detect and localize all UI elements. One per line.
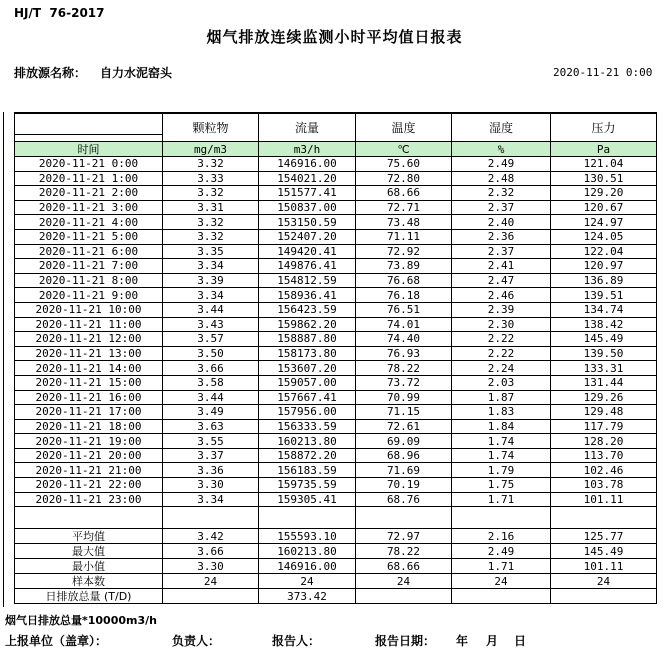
value-cell: 3.39 xyxy=(163,273,259,288)
value-cell: 130.51 xyxy=(551,171,657,186)
value-cell: 3.34 xyxy=(163,492,259,507)
value-cell: 72.97 xyxy=(356,529,452,544)
value-cell: 155593.10 xyxy=(259,529,356,544)
value-cell: 153607.20 xyxy=(259,361,356,376)
time-cell: 2020-11-21 19:00 xyxy=(15,434,163,449)
spacer-cell xyxy=(356,507,452,529)
spacer-row xyxy=(15,507,657,529)
reporter-label: 报告人： xyxy=(272,634,321,648)
value-cell: 158872.20 xyxy=(259,448,356,463)
table-row xyxy=(15,332,657,347)
time-header-label: 时间 xyxy=(15,142,163,157)
value-cell: 125.77 xyxy=(551,529,657,544)
time-cell: 2020-11-21 17:00 xyxy=(15,405,163,420)
page-title: 烟气排放连续监测小时平均值日报表 xyxy=(206,28,463,46)
value-cell: 124.97 xyxy=(551,215,657,230)
value-cell: 2.36 xyxy=(452,229,551,244)
value-cell: 3.66 xyxy=(163,544,259,559)
summary-row xyxy=(15,574,657,589)
value-cell: 76.68 xyxy=(356,273,452,288)
value-cell: 2.32 xyxy=(452,186,551,201)
value-cell: 3.58 xyxy=(163,375,259,390)
value-cell: 3.32 xyxy=(163,229,259,244)
value-cell: 159305.41 xyxy=(259,492,356,507)
time-cell: 2020-11-21 20:00 xyxy=(15,448,163,463)
value-cell: 1.83 xyxy=(452,405,551,420)
value-cell: 3.66 xyxy=(163,361,259,376)
report-date-label: 报告日期： xyxy=(375,634,436,648)
value-cell: 133.31 xyxy=(551,361,657,376)
value-cell: 145.49 xyxy=(551,544,657,559)
spacer-cell xyxy=(15,507,163,529)
value-cell: 24 xyxy=(163,574,259,589)
value-cell: 159057.00 xyxy=(259,375,356,390)
value-cell: 3.57 xyxy=(163,332,259,347)
summary-rows xyxy=(15,529,657,604)
table-row xyxy=(15,405,657,420)
value-cell: 129.26 xyxy=(551,390,657,405)
value-cell: 2.40 xyxy=(452,215,551,230)
value-cell: 151577.41 xyxy=(259,186,356,201)
value-cell: 129.20 xyxy=(551,186,657,201)
value-cell: 68.66 xyxy=(356,186,452,201)
value-cell: 2.37 xyxy=(452,244,551,259)
table-row xyxy=(15,259,657,274)
summary-label-cell: 最小值 xyxy=(15,559,163,574)
value-cell: 102.46 xyxy=(551,463,657,478)
value-cell: 3.50 xyxy=(163,346,259,361)
spacer-section xyxy=(15,507,657,529)
value-cell: 2.37 xyxy=(452,200,551,215)
value-cell: 136.89 xyxy=(551,273,657,288)
column-header-pm: 颗粒物 xyxy=(163,113,259,142)
time-cell: 2020-11-21 5:00 xyxy=(15,229,163,244)
spacer-cell xyxy=(259,507,356,529)
value-cell: 101.11 xyxy=(551,492,657,507)
column-header-row xyxy=(15,113,657,142)
value-cell: 73.89 xyxy=(356,259,452,274)
table-row xyxy=(15,434,657,449)
value-cell: 69.09 xyxy=(356,434,452,449)
time-cell: 2020-11-21 10:00 xyxy=(15,302,163,317)
value-cell: 72.80 xyxy=(356,171,452,186)
time-cell: 2020-11-21 9:00 xyxy=(15,288,163,303)
value-cell: 149420.41 xyxy=(259,244,356,259)
value-cell: 1.74 xyxy=(452,434,551,449)
day-label: 日 xyxy=(514,634,527,648)
unit-pressure: Pa xyxy=(551,142,657,157)
value-cell: 153150.59 xyxy=(259,215,356,230)
value-cell xyxy=(163,589,259,604)
time-cell: 2020-11-21 13:00 xyxy=(15,346,163,361)
value-cell: 3.44 xyxy=(163,302,259,317)
unit-pm: mg/m3 xyxy=(163,142,259,157)
value-cell: 70.99 xyxy=(356,390,452,405)
value-cell: 2.24 xyxy=(452,361,551,376)
value-cell: 2.16 xyxy=(452,529,551,544)
value-cell: 154021.20 xyxy=(259,171,356,186)
value-cell xyxy=(356,589,452,604)
table-row xyxy=(15,186,657,201)
value-cell: 3.34 xyxy=(163,259,259,274)
source-label: 排放源名称： xyxy=(14,66,87,80)
value-cell: 74.01 xyxy=(356,317,452,332)
value-cell: 24 xyxy=(259,574,356,589)
table-row xyxy=(15,419,657,434)
value-cell: 3.55 xyxy=(163,434,259,449)
source-name: 自力水泥窑头 xyxy=(100,66,173,80)
value-cell: 3.35 xyxy=(163,244,259,259)
value-cell: 121.04 xyxy=(551,157,657,172)
value-cell: 3.43 xyxy=(163,317,259,332)
value-cell: 160213.80 xyxy=(259,544,356,559)
value-cell: 3.44 xyxy=(163,390,259,405)
time-cell: 2020-11-21 7:00 xyxy=(15,259,163,274)
summary-label-cell: 平均值 xyxy=(15,529,163,544)
table-row xyxy=(15,229,657,244)
time-column-header-cell xyxy=(15,113,163,142)
value-cell: 120.67 xyxy=(551,200,657,215)
value-cell: 146916.00 xyxy=(259,157,356,172)
value-cell: 1.71 xyxy=(452,492,551,507)
summary-row xyxy=(15,529,657,544)
value-cell: 72.71 xyxy=(356,200,452,215)
value-cell: 2.22 xyxy=(452,332,551,347)
value-cell: 128.20 xyxy=(551,434,657,449)
value-cell: 76.18 xyxy=(356,288,452,303)
value-cell: 159735.59 xyxy=(259,478,356,493)
summary-row xyxy=(15,589,657,604)
report-datetime: 2020-11-21 0:00 xyxy=(553,66,653,79)
data-rows xyxy=(15,157,657,507)
value-cell: 117.79 xyxy=(551,419,657,434)
value-cell: 129.48 xyxy=(551,405,657,420)
table-row xyxy=(15,288,657,303)
value-cell: 158936.41 xyxy=(259,288,356,303)
source-row xyxy=(14,64,172,81)
value-cell: 3.33 xyxy=(163,171,259,186)
value-cell: 145.49 xyxy=(551,332,657,347)
value-cell: 3.34 xyxy=(163,288,259,303)
time-cell: 2020-11-21 14:00 xyxy=(15,361,163,376)
value-cell: 24 xyxy=(356,574,452,589)
table-row xyxy=(15,463,657,478)
value-cell: 72.92 xyxy=(356,244,452,259)
value-cell: 72.61 xyxy=(356,419,452,434)
value-cell: 76.93 xyxy=(356,346,452,361)
column-header-humidity: 湿度 xyxy=(452,113,551,142)
time-cell: 2020-11-21 2:00 xyxy=(15,186,163,201)
value-cell: 75.60 xyxy=(356,157,452,172)
time-cell: 2020-11-21 23:00 xyxy=(15,492,163,507)
table-row xyxy=(15,390,657,405)
header-split-line xyxy=(15,121,162,135)
value-cell: 158887.80 xyxy=(259,332,356,347)
value-cell: 70.19 xyxy=(356,478,452,493)
time-cell: 2020-11-21 8:00 xyxy=(15,273,163,288)
value-cell: 160213.80 xyxy=(259,434,356,449)
value-cell: 73.48 xyxy=(356,215,452,230)
value-cell: 3.37 xyxy=(163,448,259,463)
time-cell: 2020-11-21 1:00 xyxy=(15,171,163,186)
value-cell: 1.74 xyxy=(452,448,551,463)
value-cell: 139.50 xyxy=(551,346,657,361)
value-cell: 1.87 xyxy=(452,390,551,405)
table-row xyxy=(15,448,657,463)
value-cell: 152407.20 xyxy=(259,229,356,244)
time-cell: 2020-11-21 4:00 xyxy=(15,215,163,230)
responsible-label: 负责人： xyxy=(172,634,221,648)
value-cell: 134.74 xyxy=(551,302,657,317)
value-cell: 2.30 xyxy=(452,317,551,332)
spacer-cell xyxy=(163,507,259,529)
value-cell: 2.49 xyxy=(452,157,551,172)
unit-humidity: % xyxy=(452,142,551,157)
time-cell: 2020-11-21 21:00 xyxy=(15,463,163,478)
value-cell: 1.71 xyxy=(452,559,551,574)
summary-row xyxy=(15,559,657,574)
value-cell: 373.42 xyxy=(259,589,356,604)
value-cell: 156423.59 xyxy=(259,302,356,317)
value-cell xyxy=(452,589,551,604)
value-cell: 139.51 xyxy=(551,288,657,303)
value-cell: 3.30 xyxy=(163,478,259,493)
value-cell: 2.46 xyxy=(452,288,551,303)
value-cell: 2.48 xyxy=(452,171,551,186)
time-cell: 2020-11-21 11:00 xyxy=(15,317,163,332)
value-cell: 78.22 xyxy=(356,361,452,376)
value-cell: 73.72 xyxy=(356,375,452,390)
table-row xyxy=(15,317,657,332)
month-label: 月 xyxy=(486,634,499,648)
value-cell: 2.22 xyxy=(452,346,551,361)
table-row xyxy=(15,492,657,507)
summary-row xyxy=(15,544,657,559)
value-cell: 1.84 xyxy=(452,419,551,434)
value-cell: 3.42 xyxy=(163,529,259,544)
time-cell: 2020-11-21 15:00 xyxy=(15,375,163,390)
table-row xyxy=(15,244,657,259)
time-cell: 2020-11-21 12:00 xyxy=(15,332,163,347)
value-cell xyxy=(551,589,657,604)
value-cell: 156183.59 xyxy=(259,463,356,478)
value-cell: 3.63 xyxy=(163,419,259,434)
value-cell: 71.15 xyxy=(356,405,452,420)
table-row xyxy=(15,200,657,215)
time-cell: 2020-11-21 3:00 xyxy=(15,200,163,215)
table-row xyxy=(15,302,657,317)
value-cell: 3.49 xyxy=(163,405,259,420)
summary-label-cell: 最大值 xyxy=(15,544,163,559)
value-cell: 71.11 xyxy=(356,229,452,244)
table-row xyxy=(15,171,657,186)
value-cell: 76.51 xyxy=(356,302,452,317)
value-cell: 2.39 xyxy=(452,302,551,317)
value-cell: 3.32 xyxy=(163,186,259,201)
value-cell: 113.70 xyxy=(551,448,657,463)
value-cell: 2.49 xyxy=(452,544,551,559)
value-cell: 157956.00 xyxy=(259,405,356,420)
value-cell: 24 xyxy=(452,574,551,589)
left-gutter-line xyxy=(3,112,4,607)
value-cell: 3.32 xyxy=(163,157,259,172)
footnote: 烟气日排放总量*10000m3/h xyxy=(5,614,157,627)
value-cell: 68.66 xyxy=(356,559,452,574)
value-cell: 68.96 xyxy=(356,448,452,463)
value-cell: 131.44 xyxy=(551,375,657,390)
value-cell: 78.22 xyxy=(356,544,452,559)
value-cell: 138.42 xyxy=(551,317,657,332)
value-cell: 157667.41 xyxy=(259,390,356,405)
time-cell: 2020-11-21 6:00 xyxy=(15,244,163,259)
table-row xyxy=(15,346,657,361)
value-cell: 150837.00 xyxy=(259,200,356,215)
time-cell: 2020-11-21 22:00 xyxy=(15,478,163,493)
report-table-container xyxy=(14,112,657,604)
table-row xyxy=(15,361,657,376)
time-cell: 2020-11-21 0:00 xyxy=(15,157,163,172)
value-cell: 122.04 xyxy=(551,244,657,259)
value-cell: 158173.80 xyxy=(259,346,356,361)
value-cell: 103.78 xyxy=(551,478,657,493)
value-cell: 149876.41 xyxy=(259,259,356,274)
value-cell: 146916.00 xyxy=(259,559,356,574)
table-row xyxy=(15,157,657,172)
value-cell: 3.32 xyxy=(163,215,259,230)
value-cell: 2.41 xyxy=(452,259,551,274)
summary-label-cell: 样本数 xyxy=(15,574,163,589)
time-cell: 2020-11-21 16:00 xyxy=(15,390,163,405)
value-cell: 68.76 xyxy=(356,492,452,507)
table-row xyxy=(15,273,657,288)
table-row xyxy=(15,375,657,390)
value-cell: 1.75 xyxy=(452,478,551,493)
value-cell: 3.30 xyxy=(163,559,259,574)
value-cell: 124.05 xyxy=(551,229,657,244)
value-cell: 156333.59 xyxy=(259,419,356,434)
value-cell: 1.79 xyxy=(452,463,551,478)
value-cell: 71.69 xyxy=(356,463,452,478)
column-header-pressure: 压力 xyxy=(551,113,657,142)
time-cell: 2020-11-21 18:00 xyxy=(15,419,163,434)
summary-label-cell: 日排放总量 (T/D) xyxy=(15,589,163,604)
spacer-cell xyxy=(452,507,551,529)
column-header-flow: 流量 xyxy=(259,113,356,142)
value-cell: 74.40 xyxy=(356,332,452,347)
value-cell: 2.03 xyxy=(452,375,551,390)
spacer-cell xyxy=(551,507,657,529)
unit-temperature: ℃ xyxy=(356,142,452,157)
unit-flow: m3/h xyxy=(259,142,356,157)
value-cell: 101.11 xyxy=(551,559,657,574)
value-cell: 2.47 xyxy=(452,273,551,288)
standard-code: HJ/T 76-2017 xyxy=(14,6,105,20)
table-row xyxy=(15,215,657,230)
value-cell: 154812.59 xyxy=(259,273,356,288)
value-cell: 120.97 xyxy=(551,259,657,274)
value-cell: 3.31 xyxy=(163,200,259,215)
column-header-temperature: 温度 xyxy=(356,113,452,142)
units-row xyxy=(15,142,657,157)
year-label: 年 xyxy=(456,634,469,648)
report-unit-label: 上报单位（盖章）： xyxy=(5,634,108,648)
value-cell: 3.36 xyxy=(163,463,259,478)
table-row xyxy=(15,478,657,493)
report-table xyxy=(14,112,657,604)
value-cell: 24 xyxy=(551,574,657,589)
value-cell: 159862.20 xyxy=(259,317,356,332)
